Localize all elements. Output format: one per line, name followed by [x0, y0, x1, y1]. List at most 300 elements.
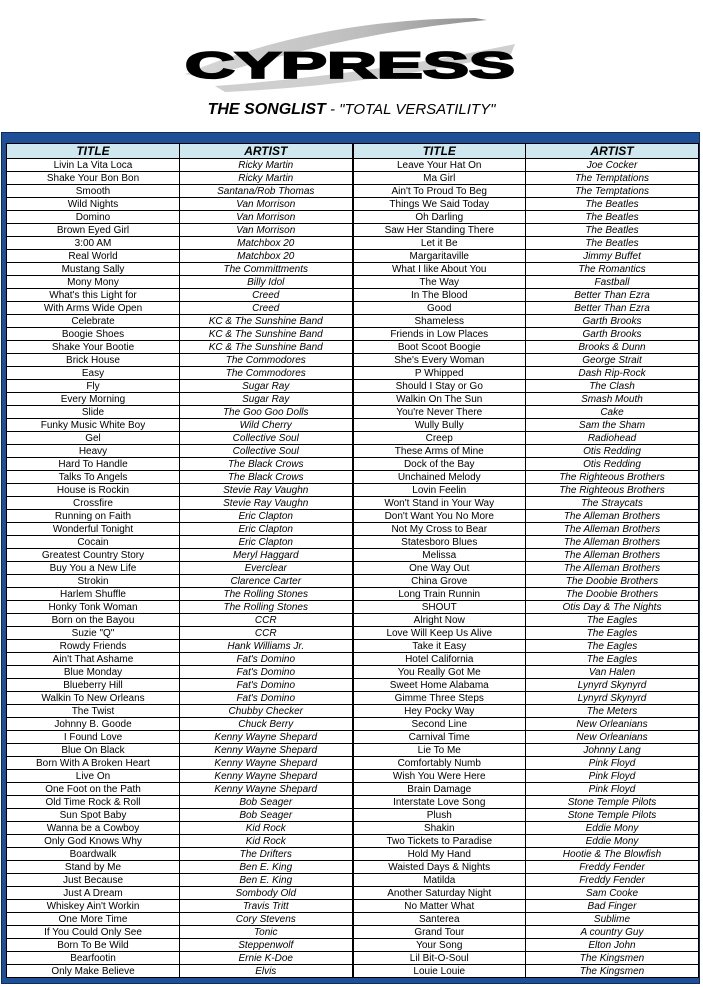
song-title-right: Hey Pocky Way [353, 705, 526, 718]
table-row [7, 965, 699, 978]
song-artist-left: Steppenwolf [180, 939, 353, 952]
table-row [7, 640, 699, 653]
song-artist-right: Jimmy Buffet [526, 250, 699, 263]
song-title-left: Just Because [7, 874, 180, 887]
song-title-left: Easy [7, 367, 180, 380]
song-title-right: Gimme Three Steps [353, 692, 526, 705]
song-title-left: Running on Faith [7, 510, 180, 523]
song-artist-right: The Beatles [526, 237, 699, 250]
songlist-heading [0, 101, 703, 119]
song-artist-left: Sugar Ray [180, 393, 353, 406]
table-row [7, 328, 699, 341]
song-title-right: Carnival Time [353, 731, 526, 744]
song-title-left: Real World [7, 250, 180, 263]
table-row [7, 861, 699, 874]
song-title-right: Lovin Feelin [353, 484, 526, 497]
table-row [7, 744, 699, 757]
song-title-left: Gel [7, 432, 180, 445]
table-row [7, 419, 699, 432]
table-row [7, 237, 699, 250]
song-artist-left: The Commodores [180, 367, 353, 380]
song-title-left: Walkin To New Orleans [7, 692, 180, 705]
table-row [7, 887, 699, 900]
songlist-table [6, 143, 699, 978]
song-title-left: Shake Your Bon Bon [7, 172, 180, 185]
table-row [7, 549, 699, 562]
song-artist-right: New Orleanians [526, 718, 699, 731]
song-artist-right: Freddy Fender [526, 861, 699, 874]
song-title-right: Ma Girl [353, 172, 526, 185]
table-row [7, 302, 699, 315]
songlist-title: THE SONGLIST [207, 101, 326, 118]
song-artist-left: Billy Idol [180, 276, 353, 289]
song-artist-right: Garth Brooks [526, 315, 699, 328]
song-title-left: Talks To Angels [7, 471, 180, 484]
song-title-right: These Arms of Mine [353, 445, 526, 458]
song-title-right: Creep [353, 432, 526, 445]
table-row [7, 159, 699, 172]
table-row [7, 354, 699, 367]
song-title-right: Second Line [353, 718, 526, 731]
song-artist-left: Everclear [180, 562, 353, 575]
song-artist-left: Fat's Domino [180, 653, 353, 666]
song-title-left: Stand by Me [7, 861, 180, 874]
song-title-right: Two Tickets to Paradise [353, 835, 526, 848]
song-title-left: Blue On Black [7, 744, 180, 757]
song-title-left: One Foot on the Path [7, 783, 180, 796]
song-title-left: Boardwalk [7, 848, 180, 861]
table-row [7, 263, 699, 276]
page-header [0, 0, 703, 132]
song-title-left: Smooth [7, 185, 180, 198]
song-artist-left: Matchbox 20 [180, 237, 353, 250]
song-title-left: Harlem Shuffle [7, 588, 180, 601]
song-title-right: Good [353, 302, 526, 315]
brand-wordmark: CYPRESS [184, 44, 515, 87]
song-artist-right: Joe Cocker [526, 159, 699, 172]
song-title-right: You're Never There [353, 406, 526, 419]
table-row [7, 653, 699, 666]
column-header-title-2: TITLE [353, 144, 526, 159]
song-title-left: Mony Mony [7, 276, 180, 289]
song-artist-left: Ricky Martin [180, 172, 353, 185]
table-row [7, 367, 699, 380]
song-artist-left: Van Morrison [180, 198, 353, 211]
song-artist-right: The Eagles [526, 640, 699, 653]
song-title-left: Wonderful Tonight [7, 523, 180, 536]
song-artist-left: KC & The Sunshine Band [180, 328, 353, 341]
song-title-right: Grand Tour [353, 926, 526, 939]
table-row [7, 848, 699, 861]
song-artist-right: The Romantics [526, 263, 699, 276]
song-title-right: Leave Your Hat On [353, 159, 526, 172]
song-artist-left: Van Morrison [180, 211, 353, 224]
song-title-left: Only Make Believe [7, 965, 180, 978]
song-artist-left: Travis Tritt [180, 900, 353, 913]
song-title-right: Don't Want You No More [353, 510, 526, 523]
song-artist-left: Stevie Ray Vaughn [180, 484, 353, 497]
song-title-right: Lie To Me [353, 744, 526, 757]
table-row [7, 705, 699, 718]
song-artist-right: Otis Day & The Nights [526, 601, 699, 614]
song-title-right: Should I Stay or Go [353, 380, 526, 393]
song-title-left: Celebrate [7, 315, 180, 328]
song-artist-left: Eric Clapton [180, 523, 353, 536]
song-artist-right: Stone Temple Pilots [526, 796, 699, 809]
song-title-left: The Twist [7, 705, 180, 718]
song-title-right: Sweet Home Alabama [353, 679, 526, 692]
song-artist-right: Lynyrd Skynyrd [526, 679, 699, 692]
song-title-right: Another Saturday Night [353, 887, 526, 900]
song-artist-right: The Righteous Brothers [526, 484, 699, 497]
song-artist-left: Ricky Martin [180, 159, 353, 172]
song-artist-right: Pink Floyd [526, 757, 699, 770]
song-artist-left: Kenny Wayne Shepard [180, 757, 353, 770]
table-row [7, 562, 699, 575]
song-artist-right: Lynyrd Skynyrd [526, 692, 699, 705]
song-artist-right: Cake [526, 406, 699, 419]
song-artist-right: Sublime [526, 913, 699, 926]
song-artist-right: Better Than Ezra [526, 289, 699, 302]
table-row [7, 224, 699, 237]
song-title-right: Things We Said Today [353, 198, 526, 211]
song-artist-right: Smash Mouth [526, 393, 699, 406]
song-title-left: Brown Eyed Girl [7, 224, 180, 237]
song-title-left: Brick House [7, 354, 180, 367]
song-title-left: Buy You a New Life [7, 562, 180, 575]
song-artist-right: Bad Finger [526, 900, 699, 913]
song-artist-left: The Drifters [180, 848, 353, 861]
song-artist-left: Kenny Wayne Shepard [180, 783, 353, 796]
song-artist-right: Dash Rip-Rock [526, 367, 699, 380]
song-artist-left: CCR [180, 614, 353, 627]
cypress-logo [175, 14, 525, 100]
song-artist-left: Eric Clapton [180, 510, 353, 523]
song-artist-right: The Kingsmen [526, 952, 699, 965]
song-artist-left: Collective Soul [180, 445, 353, 458]
song-artist-left: Bob Seager [180, 809, 353, 822]
song-artist-left: KC & The Sunshine Band [180, 341, 353, 354]
table-row [7, 211, 699, 224]
song-title-right: Ain't To Proud To Beg [353, 185, 526, 198]
song-artist-left: Fat's Domino [180, 692, 353, 705]
song-artist-left: Meryl Haggard [180, 549, 353, 562]
table-row [7, 952, 699, 965]
song-artist-right: Elton John [526, 939, 699, 952]
song-title-left: House is Rockin [7, 484, 180, 497]
song-artist-right: The Eagles [526, 627, 699, 640]
song-artist-left: Kenny Wayne Shepard [180, 770, 353, 783]
song-title-right: Your Song [353, 939, 526, 952]
song-title-right: Not My Cross to Bear [353, 523, 526, 536]
song-title-right: One Way Out [353, 562, 526, 575]
table-row [7, 458, 699, 471]
song-title-right: Wully Bully [353, 419, 526, 432]
table-header-row [7, 144, 699, 159]
song-title-left: One More Time [7, 913, 180, 926]
table-row [7, 380, 699, 393]
table-row [7, 276, 699, 289]
song-artist-right: The Doobie Brothers [526, 588, 699, 601]
song-title-right: Dock of the Bay [353, 458, 526, 471]
song-title-right: Santerea [353, 913, 526, 926]
song-artist-right: Pink Floyd [526, 783, 699, 796]
song-artist-right: The Clash [526, 380, 699, 393]
song-artist-right: Stone Temple Pilots [526, 809, 699, 822]
song-title-left: Only God Knows Why [7, 835, 180, 848]
song-artist-right: The Alleman Brothers [526, 536, 699, 549]
song-title-right: Matilda [353, 874, 526, 887]
song-title-right: Waisted Days & Nights [353, 861, 526, 874]
table-row [7, 250, 699, 263]
table-row [7, 679, 699, 692]
song-title-right: Shakin [353, 822, 526, 835]
song-artist-right: The Alleman Brothers [526, 549, 699, 562]
song-title-right: Louie Louie [353, 965, 526, 978]
column-header-artist-2: ARTIST [526, 144, 699, 159]
song-title-right: Comfortably Numb [353, 757, 526, 770]
song-artist-left: Chuck Berry [180, 718, 353, 731]
table-row [7, 341, 699, 354]
table-row [7, 796, 699, 809]
song-artist-left: Cory Stevens [180, 913, 353, 926]
song-title-left: Funky Music White Boy [7, 419, 180, 432]
song-title-right: Statesboro Blues [353, 536, 526, 549]
table-row [7, 510, 699, 523]
song-title-left: Live On [7, 770, 180, 783]
table-row [7, 627, 699, 640]
song-title-right: Alright Now [353, 614, 526, 627]
table-row [7, 874, 699, 887]
song-title-left: Suzie "Q" [7, 627, 180, 640]
table-row [7, 315, 699, 328]
song-artist-right: The Straycats [526, 497, 699, 510]
table-row [7, 770, 699, 783]
table-row [7, 198, 699, 211]
song-title-right: Lil Bit-O-Soul [353, 952, 526, 965]
table-row [7, 900, 699, 913]
song-artist-left: Kenny Wayne Shepard [180, 731, 353, 744]
song-title-left: If You Could Only See [7, 926, 180, 939]
song-title-right: China Grove [353, 575, 526, 588]
song-title-right: Margaritaville [353, 250, 526, 263]
song-title-left: Shake Your Bootie [7, 341, 180, 354]
table-row [7, 432, 699, 445]
song-title-left: Domino [7, 211, 180, 224]
table-row [7, 393, 699, 406]
song-artist-left: Elvis [180, 965, 353, 978]
song-artist-right: The Doobie Brothers [526, 575, 699, 588]
table-row [7, 614, 699, 627]
songlist-body [7, 159, 699, 978]
song-artist-left: The Rolling Stones [180, 601, 353, 614]
table-row [7, 666, 699, 679]
table-row [7, 575, 699, 588]
song-artist-left: Kid Rock [180, 822, 353, 835]
song-artist-left: Creed [180, 302, 353, 315]
song-title-right: You Really Got Me [353, 666, 526, 679]
song-artist-right: Hootie & The Blowfish [526, 848, 699, 861]
song-artist-right: Otis Redding [526, 458, 699, 471]
column-header-artist-1: ARTIST [180, 144, 353, 159]
song-title-right: Let it Be [353, 237, 526, 250]
song-artist-left: Ernie K-Doe [180, 952, 353, 965]
song-title-left: Livin La Vita Loca [7, 159, 180, 172]
column-header-title-1: TITLE [7, 144, 180, 159]
song-artist-left: Matchbox 20 [180, 250, 353, 263]
song-title-right: Hotel California [353, 653, 526, 666]
song-artist-right: Otis Redding [526, 445, 699, 458]
song-artist-right: Fastball [526, 276, 699, 289]
heading-separator: - [325, 101, 340, 118]
song-title-right: What I like About You [353, 263, 526, 276]
song-artist-right: Garth Brooks [526, 328, 699, 341]
song-title-left: Born To Be Wild [7, 939, 180, 952]
song-title-left: 3:00 AM [7, 237, 180, 250]
song-artist-left: Santana/Rob Thomas [180, 185, 353, 198]
song-title-right: The Way [353, 276, 526, 289]
table-row [7, 172, 699, 185]
table-row [7, 783, 699, 796]
song-title-left: Strokin [7, 575, 180, 588]
song-title-right: Saw Her Standing There [353, 224, 526, 237]
table-row [7, 536, 699, 549]
song-title-right: P Whipped [353, 367, 526, 380]
song-artist-right: Eddie Mony [526, 835, 699, 848]
song-artist-left: The Goo Goo Dolls [180, 406, 353, 419]
song-title-right: Walkin On The Sun [353, 393, 526, 406]
song-artist-left: Hank Williams Jr. [180, 640, 353, 653]
song-title-right: Boot Scoot Boogie [353, 341, 526, 354]
song-artist-right: The Temptations [526, 185, 699, 198]
song-title-left: Just A Dream [7, 887, 180, 900]
song-artist-right: The Meters [526, 705, 699, 718]
song-title-left: Whiskey Ain't Workin [7, 900, 180, 913]
song-artist-left: Fat's Domino [180, 679, 353, 692]
song-title-left: Every Morning [7, 393, 180, 406]
song-title-right: SHOUT [353, 601, 526, 614]
song-title-left: Wild Nights [7, 198, 180, 211]
song-artist-left: Clarence Carter [180, 575, 353, 588]
song-title-left: Bearfootin [7, 952, 180, 965]
song-title-left: Fly [7, 380, 180, 393]
song-title-right: Won't Stand in Your Way [353, 497, 526, 510]
song-title-left: Blueberry Hill [7, 679, 180, 692]
songlist-tagline: "TOTAL VERSATILITY" [339, 101, 496, 118]
table-row [7, 523, 699, 536]
song-title-left: Wanna be a Cowboy [7, 822, 180, 835]
table-row [7, 588, 699, 601]
song-title-right: Melissa [353, 549, 526, 562]
song-title-left: Slide [7, 406, 180, 419]
song-title-right: Take it Easy [353, 640, 526, 653]
song-title-right: Plush [353, 809, 526, 822]
song-artist-left: The Commodores [180, 354, 353, 367]
song-artist-right: The Beatles [526, 224, 699, 237]
table-row [7, 835, 699, 848]
song-title-left: Old Time Rock & Roll [7, 796, 180, 809]
song-artist-left: Creed [180, 289, 353, 302]
song-artist-right: The Righteous Brothers [526, 471, 699, 484]
song-title-right: Wish You Were Here [353, 770, 526, 783]
song-artist-right: Brooks & Dunn [526, 341, 699, 354]
song-artist-left: The Black Crows [180, 458, 353, 471]
song-artist-right: The Beatles [526, 211, 699, 224]
song-title-left: Boogie Shoes [7, 328, 180, 341]
song-artist-left: The Black Crows [180, 471, 353, 484]
song-title-right: Shameless [353, 315, 526, 328]
song-title-left: Cocain [7, 536, 180, 549]
song-artist-left: Ben E. King [180, 874, 353, 887]
song-artist-right: George Strait [526, 354, 699, 367]
song-artist-left: Sugar Ray [180, 380, 353, 393]
song-artist-left: CCR [180, 627, 353, 640]
song-title-left: Blue Monday [7, 666, 180, 679]
song-title-left: Born on the Bayou [7, 614, 180, 627]
table-row [7, 718, 699, 731]
song-artist-left: Eric Clapton [180, 536, 353, 549]
song-artist-left: Tonic [180, 926, 353, 939]
song-title-left: Greatest Country Story [7, 549, 180, 562]
song-artist-left: Chubby Checker [180, 705, 353, 718]
song-title-right: Hold My Hand [353, 848, 526, 861]
song-title-left: Johnny B. Goode [7, 718, 180, 731]
song-title-right: Love Will Keep Us Alive [353, 627, 526, 640]
table-row [7, 601, 699, 614]
song-title-right: Brain Damage [353, 783, 526, 796]
song-title-right: In The Blood [353, 289, 526, 302]
song-title-left: Sun Spot Baby [7, 809, 180, 822]
song-title-left: Hard To Handle [7, 458, 180, 471]
song-artist-left: KC & The Sunshine Band [180, 315, 353, 328]
song-title-left: Honky Tonk Woman [7, 601, 180, 614]
song-title-left: With Arms Wide Open [7, 302, 180, 315]
song-title-right: She's Every Woman [353, 354, 526, 367]
table-row [7, 822, 699, 835]
song-artist-right: The Temptations [526, 172, 699, 185]
song-artist-right: The Eagles [526, 614, 699, 627]
song-artist-right: Pink Floyd [526, 770, 699, 783]
table-row [7, 484, 699, 497]
table-row [7, 445, 699, 458]
table-row [7, 939, 699, 952]
table-row [7, 497, 699, 510]
song-artist-right: Radiohead [526, 432, 699, 445]
song-artist-left: Ben E. King [180, 861, 353, 874]
song-title-right: Oh Darling [353, 211, 526, 224]
song-artist-right: The Alleman Brothers [526, 510, 699, 523]
song-artist-right: Van Halen [526, 666, 699, 679]
table-row [7, 185, 699, 198]
song-artist-right: A country Guy [526, 926, 699, 939]
song-artist-left: Kid Rock [180, 835, 353, 848]
song-title-left: Crossfire [7, 497, 180, 510]
song-title-right: Friends in Low Places [353, 328, 526, 341]
song-artist-right: Sam Cooke [526, 887, 699, 900]
table-row [7, 809, 699, 822]
song-title-right: No Matter What [353, 900, 526, 913]
song-title-left: I Found Love [7, 731, 180, 744]
song-title-left: Rowdy Friends [7, 640, 180, 653]
table-row [7, 406, 699, 419]
song-artist-left: Collective Soul [180, 432, 353, 445]
song-artist-right: Freddy Fender [526, 874, 699, 887]
song-title-left: Heavy [7, 445, 180, 458]
table-row [7, 692, 699, 705]
song-title-left: What's this Light for [7, 289, 180, 302]
song-artist-right: Johnny Lang [526, 744, 699, 757]
table-row [7, 289, 699, 302]
